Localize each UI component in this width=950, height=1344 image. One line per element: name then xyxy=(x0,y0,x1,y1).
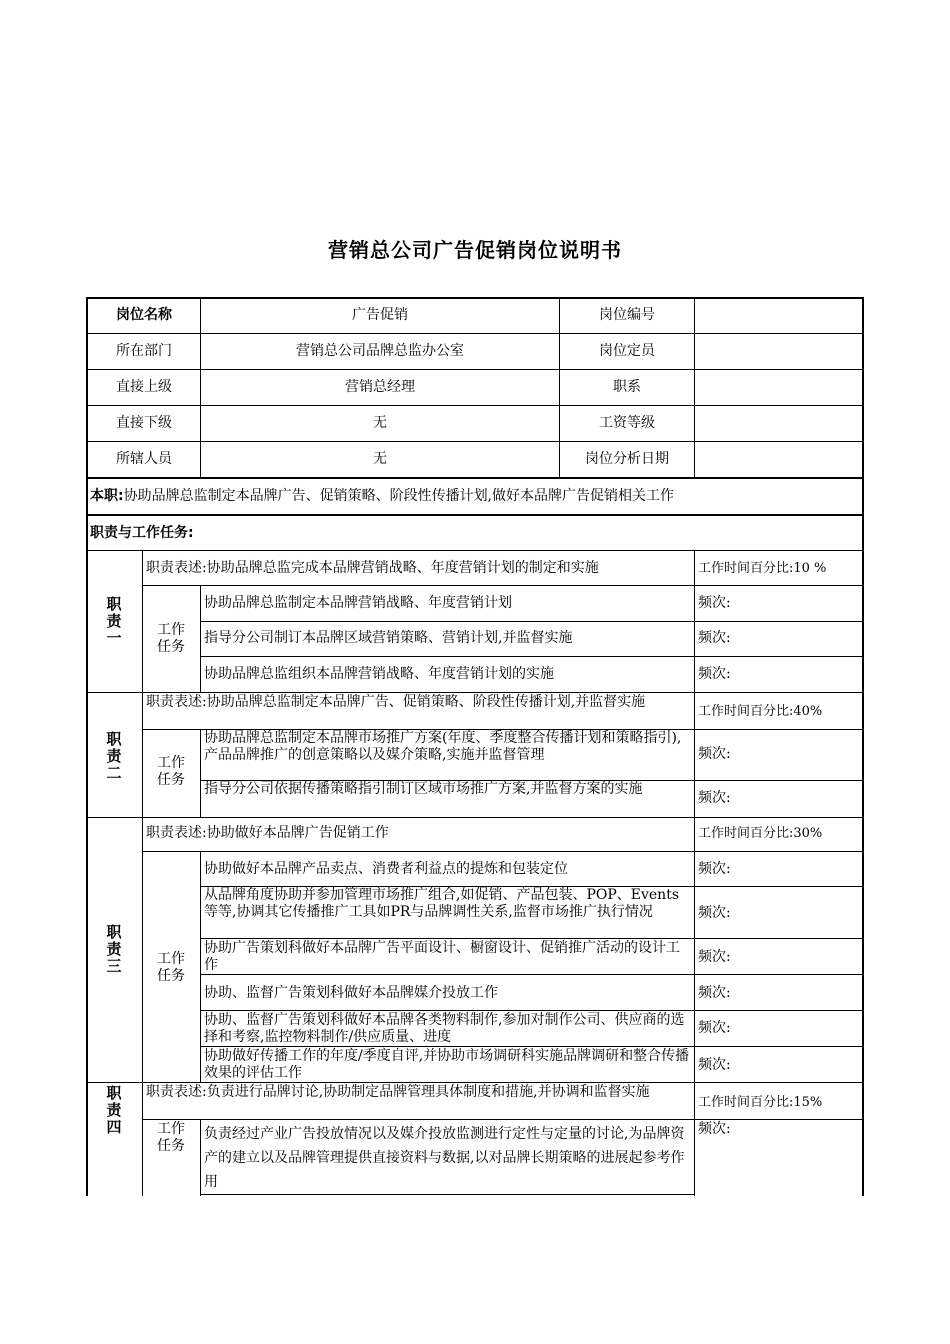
page-title: 营销总公司广告促销岗位说明书 xyxy=(328,238,622,262)
duty-4-name: 职责四 xyxy=(106,1084,122,1136)
duty-2-freq-1: 频次: xyxy=(698,746,731,762)
label-department: 所在部门 xyxy=(116,343,172,359)
value-staff: 无 xyxy=(373,451,387,467)
duty-1-task-1: 协助品牌总监制定本品牌营销战略、年度营销计划 xyxy=(204,595,512,611)
duty-3-task-2: 从品牌角度协助并参加管理市场推广组合,如促销、产品包装、POP、Events等等,协调其它传播推广工具如PR与品牌调性关系,监督市场推广执行情况 xyxy=(204,887,680,920)
duty-2-freq-2: 频次: xyxy=(698,790,731,806)
label-supervisor: 直接上级 xyxy=(116,379,172,395)
duty-3-desc: 职责表述:协助做好本品牌广告促销工作 xyxy=(146,825,389,841)
label-headcount: 岗位定员 xyxy=(599,343,655,359)
duty-1-freq-1: 频次: xyxy=(698,595,731,611)
label-position-name: 岗位名称 xyxy=(116,307,172,323)
duty-2-name: 职责二 xyxy=(106,730,122,782)
value-position-name: 广告促销 xyxy=(352,307,408,323)
duty-3-pct: 工作时间百分比:30% xyxy=(698,826,823,841)
duty-1-desc: 职责表述:协助品牌总监完成本品牌营销战略、年度营销计划的制定和实施 xyxy=(146,560,599,576)
duty-3-name: 职责三 xyxy=(106,923,122,975)
duty-2-task-1: 协助品牌总监制定本品牌市场推广方案(年度、季度整合传播计划和策略指引),产品品牌推广的创意策略以及媒介策略,实施并监督管理 xyxy=(204,730,682,763)
duty-3-freq-4: 频次: xyxy=(698,985,731,1001)
basic-duty-text: 协助品牌总监制定本品牌广告、促销策略、阶段性传播计划,做好本品牌广告促销相关工作 xyxy=(123,488,675,504)
duty-3-work-label: 工作任务 xyxy=(157,951,185,984)
duty-1-task-2: 指导分公司制订本品牌区域营销策略、营销计划,并监督实施 xyxy=(204,630,573,646)
duty-2-task-2: 指导分公司依据传播策略指引制订区域市场推广方案,并监督方案的实施 xyxy=(204,781,643,797)
duty-4-work-label: 工作任务 xyxy=(157,1121,185,1154)
duty-3-freq-3: 频次: xyxy=(698,949,731,965)
duty-3-task-4: 协助、监督广告策划科做好本品牌媒介投放工作 xyxy=(204,985,498,1001)
basic-duty-label: 本职 xyxy=(90,488,118,504)
label-staff: 所辖人员 xyxy=(116,451,172,467)
duty-3-task-1: 协助做好本品牌产品卖点、消费者利益点的提炼和包装定位 xyxy=(204,861,568,877)
duty-1-pct: 工作时间百分比:10 % xyxy=(698,561,827,576)
label-position-code: 岗位编号 xyxy=(599,307,655,323)
label-job-family: 职系 xyxy=(613,379,641,395)
duty-2-pct: 工作时间百分比:40% xyxy=(698,704,823,719)
duty-1-freq-2: 频次: xyxy=(698,630,731,646)
duty-1-freq-3: 频次: xyxy=(698,666,731,682)
duty-3-freq-2: 频次: xyxy=(698,905,731,921)
duties-heading: 职责与工作任务: xyxy=(90,525,194,541)
duty-3-task-6: 协助做好传播工作的年度/季度自评,并协助市场调研科实施品牌调研和整合传播效果的评估工作 xyxy=(204,1048,690,1081)
duty-3-freq-1: 频次: xyxy=(698,861,731,877)
value-supervisor: 营销总经理 xyxy=(345,379,415,395)
value-department: 营销总公司品牌总监办公室 xyxy=(296,343,464,359)
duty-1-task-3: 协助品牌总监组织本品牌营销战略、年度营销计划的实施 xyxy=(204,666,554,682)
duty-3-task-3: 协助广告策划科做好本品牌广告平面设计、橱窗设计、促销推广活动的设计工作 xyxy=(204,940,680,973)
basic-duty: 本职:协助品牌总监制定本品牌广告、促销策略、阶段性传播计划,做好本品牌广告促销相关工作 xyxy=(90,488,675,504)
duty-2-work-label: 工作任务 xyxy=(157,755,185,788)
duty-3-task-5: 协助、监督广告策划科做好本品牌各类物料制作,参加对制作公司、供应商的选择和考察,监控物料制作/供应质量、进度 xyxy=(204,1012,685,1045)
duty-4-freq-1: 频次: xyxy=(698,1121,731,1137)
duty-3-freq-5: 频次: xyxy=(698,1020,731,1036)
label-analysis-date: 岗位分析日期 xyxy=(585,451,669,467)
value-subordinate: 无 xyxy=(373,415,387,431)
duty-1-name: 职责一 xyxy=(106,595,122,647)
label-subordinate: 直接下级 xyxy=(116,415,172,431)
duty-4-pct: 工作时间百分比:15% xyxy=(698,1095,823,1110)
duty-2-desc: 职责表述:协助品牌总监制定本品牌广告、促销策略、阶段性传播计划,并监督实施 xyxy=(146,694,646,710)
duty-1-work-label: 工作任务 xyxy=(157,622,185,655)
duty-3-freq-6: 频次: xyxy=(698,1057,731,1073)
duty-4-task-1: 负责经过产业广告投放情况以及媒介投放监测进行定性与定量的讨论,为品牌资产的建立以及品牌管理提供直接资料与数据,以对品牌长期策略的进展起参考作用 xyxy=(204,1126,685,1190)
duty-4-desc: 职责表述:负责进行品牌讨论,协助制定品牌管理具体制度和措施,并协调和监督实施 xyxy=(146,1084,650,1100)
label-salary-grade: 工资等级 xyxy=(599,415,655,431)
